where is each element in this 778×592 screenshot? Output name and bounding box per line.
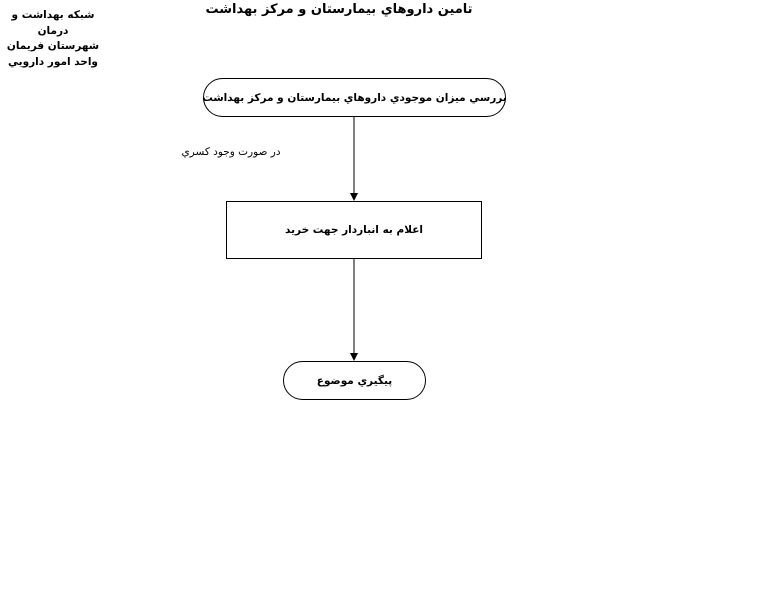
- notify-warehouse-node: اعلام به انباردار جهت خريد: [226, 201, 482, 259]
- org-line-1: شبکه بهداشت و درمان: [11, 9, 95, 37]
- edge-condition-label: در صورت وجود کسري: [181, 146, 281, 158]
- org-line-3: واحد امور دارويي: [8, 55, 98, 68]
- diagram-title: تامين داروهاي بيمارستان و مرکز بهداشت: [205, 2, 473, 17]
- org-line-2: شهرستان فريمان: [6, 40, 100, 52]
- start-node: بررسي ميزان موجودي داروهاي بيمارستان و مرکز بهداشت: [203, 78, 506, 117]
- follow-up-node: پيگيري موضوع: [283, 361, 426, 400]
